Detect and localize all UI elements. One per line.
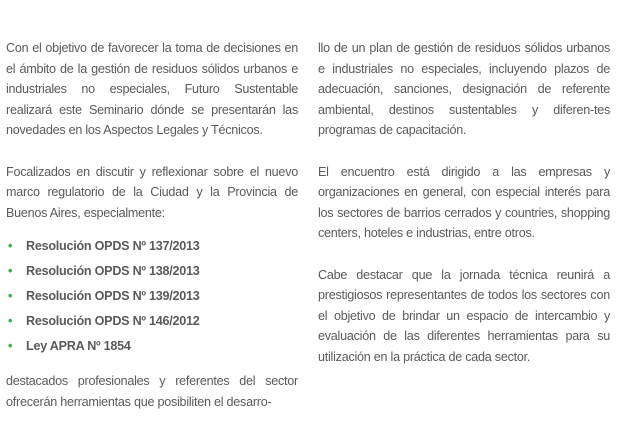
plan-paragraph: llo de un plan de gestión de residuos sólidos urbanos e industriales no especiales, incluyendo plazos de adecuación, sanciones, designación de referente ambiental, destinos sustentables y diferen-tes programas de capacitación.	[318, 41, 610, 137]
left-column	[6, 38, 298, 412]
audience-paragraph: El encuentro está dirigido a las empresas y organizaciones en general, con especial interés para los sectores de barrios cerrados y countries, shopping centers, hoteles e industrias, entre otros.	[318, 164, 610, 240]
bullet-icon	[8, 334, 12, 359]
regulation-list	[6, 234, 298, 359]
right-column	[318, 38, 610, 367]
list-item: • Resolución OPDS Nº 146/2012	[6, 309, 298, 334]
closing-paragraph: Cabe destacar que la jornada técnica reunirá a prestigiosos representantes de todos los sectores con el objetivo de brindar un espacio de intercambio y evaluación de las diferentes herramientas para su utilización en la práctica de cada sector.	[318, 267, 610, 364]
bullet-icon	[8, 259, 12, 284]
list-item: • Ley APRA Nº 1854	[6, 334, 298, 359]
bullet-icon	[8, 234, 12, 259]
bullet-icon	[8, 309, 12, 334]
bullet-icon	[8, 284, 12, 309]
intro-paragraph: Con el objetivo de favorecer la toma de decisiones en el ámbito de la gestión de residuos sólidos urbanos e industriales no especiales, Futuro Sustentable realizará este Seminario dónde se presentarán las novedades en los Aspectos Legales y Técnicos.	[6, 41, 298, 137]
focus-paragraph: Focalizados en discutir y reflexionar sobre el nuevo marco regulatorio de la Ciudad y la Provincia de Buenos Aires, especialmente:	[6, 164, 298, 220]
list-item: • Resolución OPDS Nº 138/2013	[6, 259, 298, 284]
list-item: • Resolución OPDS Nº 139/2013	[6, 284, 298, 309]
professionals-paragraph: destacados profesionales y referentes del sector ofrecerán herramientas que posibiliten el desarro-	[6, 374, 298, 409]
list-item: • Resolución OPDS Nº 137/2013	[6, 234, 298, 259]
